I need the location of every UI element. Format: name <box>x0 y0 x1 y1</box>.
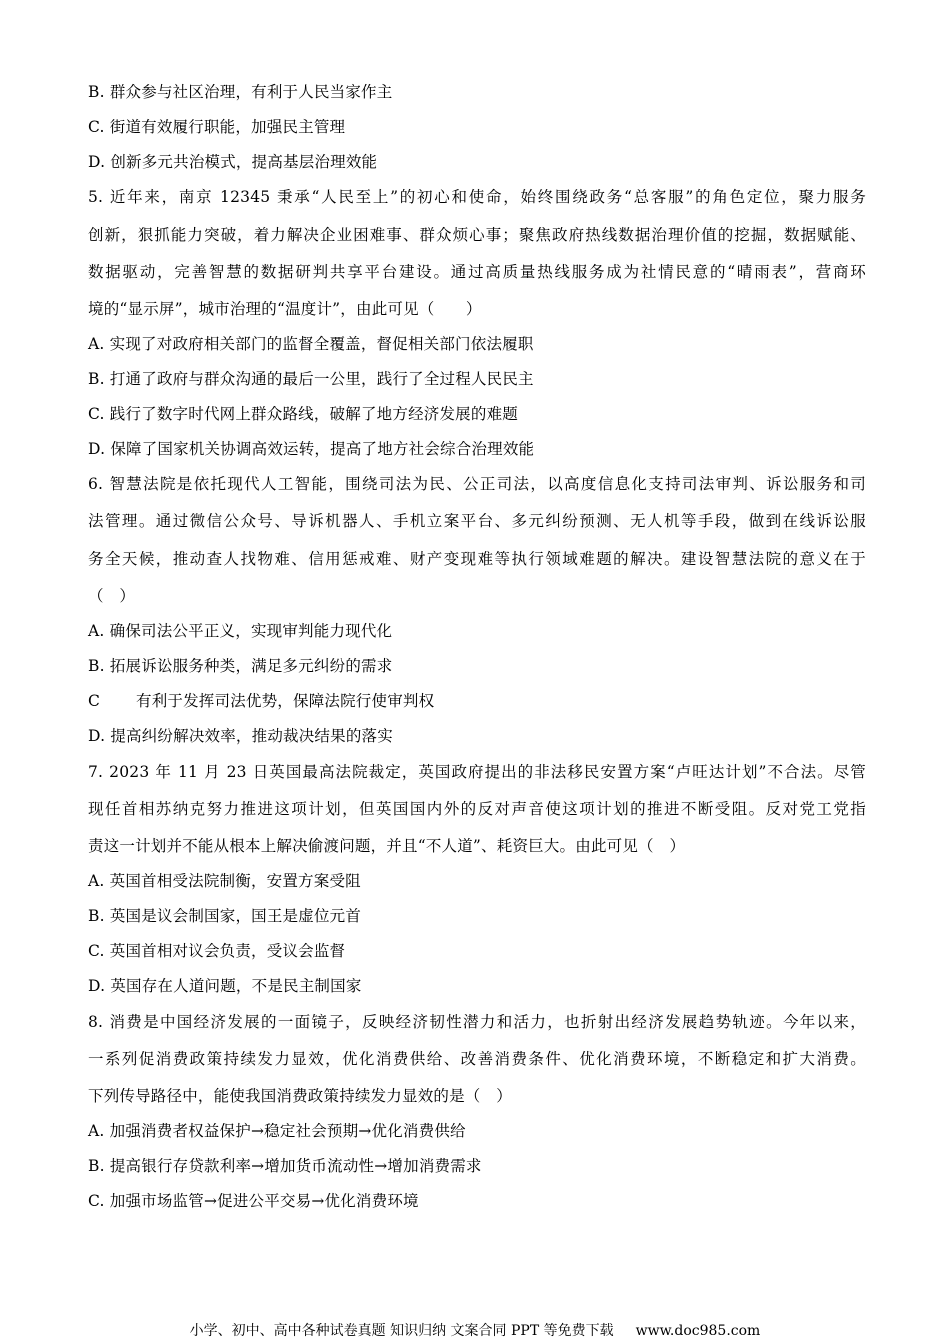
q8-stem-line-2: 一系列促消费政策持续发力显效，优化消费供给、改善消费条件、优化消费环境，不断稳定和扩大消费。 <box>88 1050 866 1068</box>
q7-option-d: D. 英国存在人道问题，不是民主制国家 <box>88 977 362 995</box>
footer-text: 小学、初中、高中各种试卷真题 知识归纳 文案合同 PPT 等免费下载 <box>189 1323 614 1339</box>
q4-option-d: D. 创新多元共治模式，提高基层治理效能 <box>88 153 378 171</box>
q8-stem-line-3: 下列传导路径中，能使我国消费政策持续发力显效的是（ ） <box>88 1087 512 1105</box>
q7-option-c: C. 英国首相对议会负责，受议会监督 <box>88 942 346 960</box>
q4-option-b: B. 群众参与社区治理，有利于人民当家作主 <box>88 83 393 101</box>
q6-option-a: A. 确保司法公平正义，实现审判能力现代化 <box>88 622 393 640</box>
q6-option-c <box>88 691 434 711</box>
q5-option-a: A. 实现了对政府相关部门的监督全覆盖，督促相关部门依法履职 <box>88 335 534 353</box>
q8-option-a: A. 加强消费者权益保护→稳定社会预期→优化消费供给 <box>88 1122 466 1140</box>
q6-stem-line-3: 务全天候，推动查人找物难、信用惩戒难、财产变现难等执行领域难题的解决。建设智慧法院的意义在于 <box>88 550 866 568</box>
q8-option-c: C. 加强市场监管→促进公平交易→优化消费环境 <box>88 1192 419 1210</box>
q6-stem-line-1: 6. 智慧法院是依托现代人工智能，围绕司法为民、公正司法，以高度信息化支持司法审判、诉讼服务和司 <box>88 475 866 493</box>
q6-option-b: B. 拓展诉讼服务种类，满足多元纠纷的需求 <box>88 657 393 675</box>
q7-stem-line-1: 7. 2023 年 11 月 23 日英国最高法院裁定，英国政府提出的非法移民安置方案“卢旺达计划”不合法。尽管 <box>88 763 866 781</box>
q4-option-c: C. 街道有效履行职能，加强民主管理 <box>88 118 346 136</box>
q5-option-d: D. 保障了国家机关协调高效运转，提高了地方社会综合治理效能 <box>88 440 535 458</box>
q5-stem-line-4: 境的“显示屏”，城市治理的“温度计”，由此可见（ ） <box>88 300 482 318</box>
q7-stem-line-3: 责这一计划并不能从根本上解决偷渡问题，并且“不人道”、耗资巨大。由此可见（ ） <box>88 837 686 855</box>
q8-option-b: B. 提高银行存贷款利率→增加货币流动性→增加消费需求 <box>88 1157 482 1175</box>
q6-stem-line-4: （ ） <box>88 587 136 605</box>
q5-option-c: C. 践行了数字时代网上群众路线，破解了地方经济发展的难题 <box>88 405 518 423</box>
page-footer <box>0 1322 950 1340</box>
q6-option-d: D. 提高纠纷解决效率，推动裁决结果的落实 <box>88 727 393 745</box>
q6-stem-line-2: 法管理。通过微信公众号、导诉机器人、手机立案平台、多元纠纷预测、无人机等手段，做到在线诉讼服 <box>88 512 866 530</box>
q8-stem-line-1: 8. 消费是中国经济发展的一面镜子，反映经济韧性潜力和活力，也折射出经济发展趋势轨迹。今年以来， <box>88 1013 866 1031</box>
q5-option-b: B. 打通了政府与群众沟通的最后一公里，践行了全过程人民民主 <box>88 370 534 388</box>
q7-stem-line-2: 现任首相苏纳克努力推进这项计划，但英国国内外的反对声音使这项计划的推进不断受阻。反对党工党指 <box>88 800 866 818</box>
q5-stem-line-1: 5. 近年来，南京 12345 秉承“人民至上”的初心和使命，始终围绕政务“总客服”的角色定位，聚力服务 <box>88 188 866 206</box>
q6-option-c-text: 有利于发挥司法优势，保障法院行使审判权 <box>136 692 435 710</box>
q6-option-c-letter: C <box>88 692 101 710</box>
q5-stem-line-2: 创新，狠抓能力突破，着力解决企业困难事、群众烦心事；聚焦政府热线数据治理价值的挖掘，数据赋能、 <box>88 226 866 244</box>
q7-option-b: B. 英国是议会制国家，国王是虚位元首 <box>88 907 362 925</box>
q7-option-a: A. 英国首相受法院制衡，安置方案受阻 <box>88 872 361 890</box>
q5-stem-line-3: 数据驱动，完善智慧的数据研判共享平台建设。通过高质量热线服务成为社情民意的“晴雨表”，营商环 <box>88 263 866 281</box>
footer-url[interactable]: www.doc985.com <box>635 1323 761 1339</box>
